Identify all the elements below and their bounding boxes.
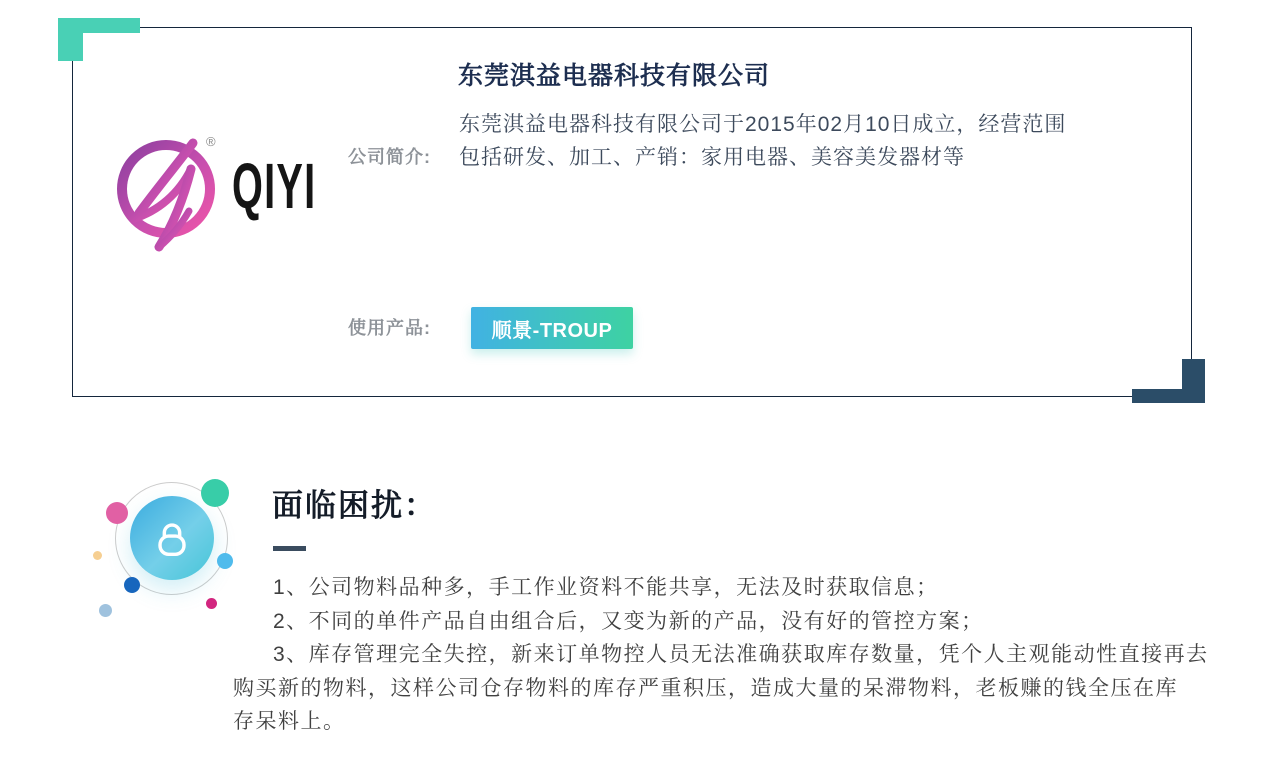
qiyi-logo-swirl-icon — [113, 129, 248, 269]
teal-dot — [201, 479, 229, 507]
list-item — [233, 605, 1209, 639]
company-description — [459, 108, 1066, 174]
product-button[interactable]: 顺景-TROUP — [471, 307, 633, 349]
list-item-line: 购买新的物料，这样公司仓存物料的库存严重积压，造成大量的呆滞物料，老板赚的钱全压在库 — [233, 676, 1178, 700]
magenta-dot — [206, 598, 217, 609]
list-item-line: 3、库存管理完全失控，新来订单物控人员无法准确获取库存数量，凭个人主观能动性直接再去 — [273, 643, 1209, 666]
yellow-dot — [93, 551, 102, 560]
qiyi-logo-text: QIYI — [232, 150, 317, 222]
steel-blue-dot — [99, 604, 112, 617]
list-item-line: 1、公司物料品种多，手工作业资料不能共享，无法及时获取信息； — [273, 576, 939, 599]
list-item-line: 2、不同的单件产品自由组合后，又变为新的产品，没有好的管控方案； — [273, 609, 984, 633]
navy-corner-accent-vertical — [1182, 359, 1205, 403]
lock-icon — [149, 515, 195, 561]
registered-trademark-icon: ® — [206, 134, 216, 149]
company-card — [72, 27, 1192, 397]
title-underline — [273, 546, 306, 551]
dark-blue-dot — [124, 577, 140, 593]
intro-label: 公司简介: — [348, 147, 431, 167]
teal-corner-accent-vertical — [58, 18, 83, 61]
pink-dot — [106, 502, 128, 524]
list-item — [233, 638, 1209, 739]
sky-blue-dot — [217, 553, 233, 569]
troubles-list — [233, 571, 1209, 739]
troubles-title: 面临困扰： — [272, 488, 437, 523]
list-item-line: 存呆料上。 — [233, 710, 346, 733]
company-name: 东莞淇益电器科技有限公司 — [458, 62, 771, 90]
product-label: 使用产品: — [348, 318, 431, 338]
description-line: 包括研发、加工、产销：家用电器、美容美发器材等 — [459, 146, 965, 169]
description-line: 东莞淇益电器科技有限公司于2015年02月10日成立，经营范围 — [459, 113, 1067, 136]
lock-circle — [130, 496, 214, 580]
list-item — [233, 571, 1209, 605]
